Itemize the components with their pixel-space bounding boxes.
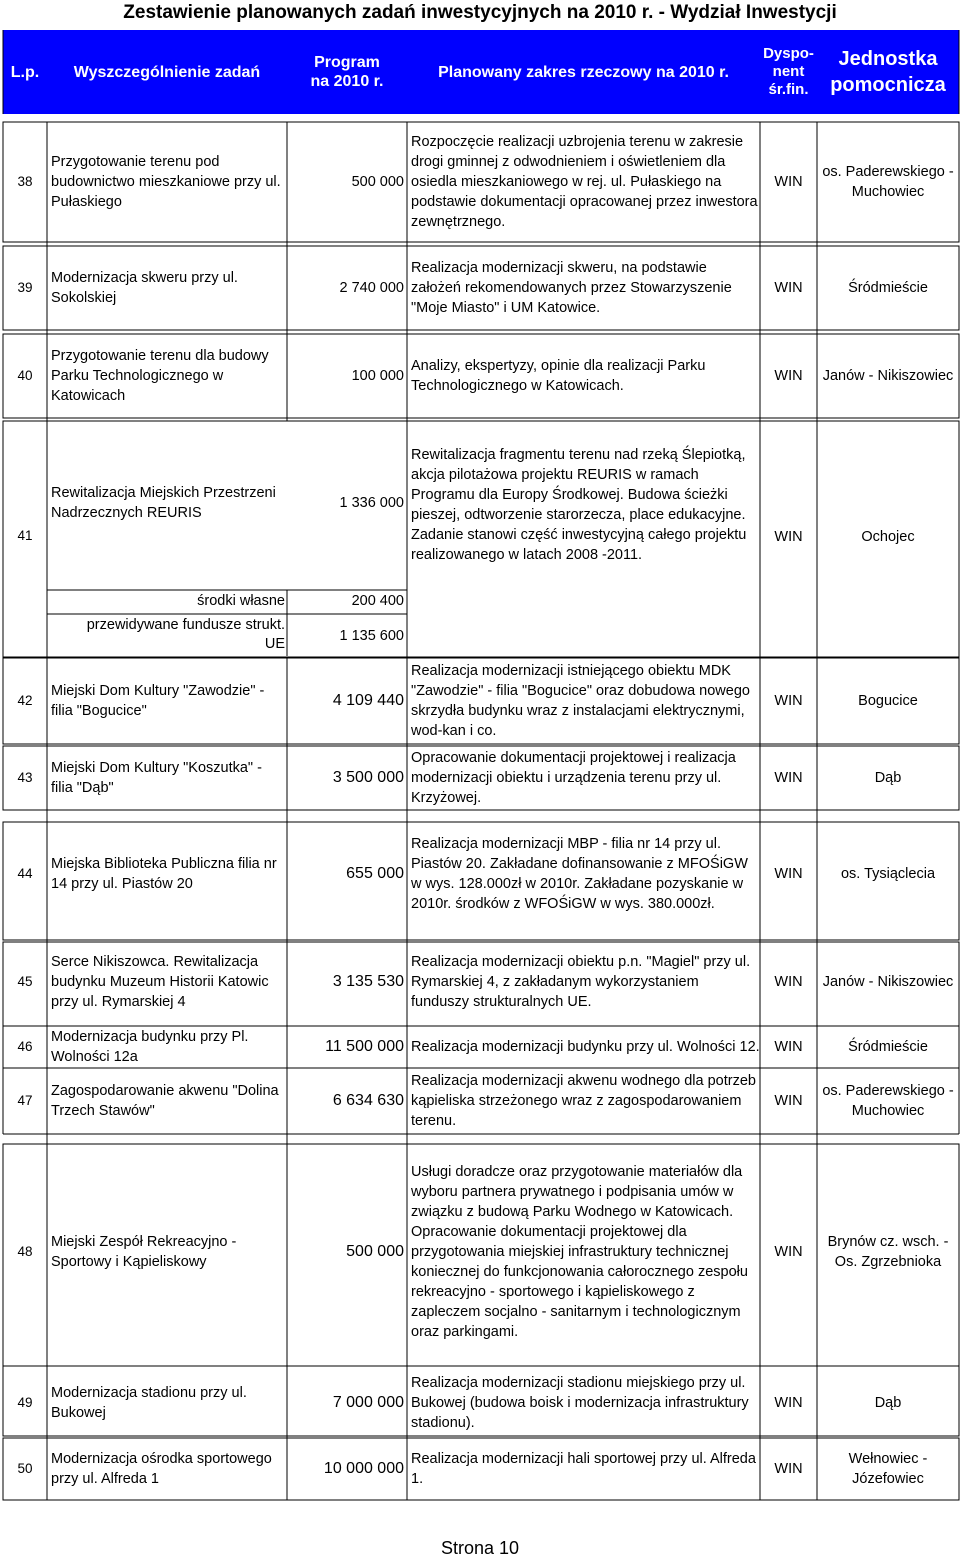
disponent: WIN bbox=[774, 866, 803, 882]
page-title: Zestawienie planowanych zadań inwestycyjnych na 2010 r. - Wydział Inwestycji bbox=[123, 2, 837, 23]
task-name: Modernizacja stadionu przy ul. Bukowej bbox=[51, 1385, 247, 1421]
auxiliary-unit: Dąb bbox=[874, 1395, 902, 1411]
header-unit bbox=[817, 30, 959, 114]
eu-funds-label-line2: UE bbox=[264, 636, 285, 652]
row-number: 49 bbox=[17, 1395, 33, 1410]
task-name: Rewitalizacja Miejskich Przestrzeni Nadrzecznych REURIS bbox=[51, 485, 276, 521]
task-name: Przygotowanie terenu dla budowy Parku Technologicznego w Katowicach bbox=[51, 348, 269, 404]
disponent: WIN bbox=[774, 770, 803, 786]
program-amount: 11 500 000 bbox=[325, 1038, 404, 1055]
header-disponent-line2: nent bbox=[772, 63, 805, 80]
header-program-line2: na 2010 r. bbox=[310, 73, 384, 90]
auxiliary-unit: Ochojec bbox=[861, 529, 915, 545]
auxiliary-unit: Dąb bbox=[874, 770, 902, 786]
task-name: Modernizacja budynku przy Pl. Wolności 12a bbox=[51, 1029, 249, 1065]
table-row bbox=[0, 246, 960, 330]
program-amount: 655 000 bbox=[346, 865, 404, 882]
scope-description: Realizacja modernizacji budynku przy ul. Wolności 12. bbox=[411, 1039, 760, 1055]
task-name: Serce Nikiszowca. Rewitalizacja budynku Muzeum Historii Katowic przy ul. Rymarskiej 4 bbox=[51, 954, 269, 1010]
row-number: 46 bbox=[17, 1039, 33, 1054]
disponent: WIN bbox=[774, 280, 803, 296]
table-row bbox=[0, 822, 960, 926]
row-number: 43 bbox=[17, 770, 33, 785]
program-amount: 3 135 530 bbox=[332, 973, 404, 990]
row-number: 48 bbox=[17, 1244, 33, 1259]
auxiliary-unit: Wełnowiec - Józefowiec bbox=[848, 1451, 928, 1487]
program-amount: 3 500 000 bbox=[332, 769, 404, 786]
disponent: WIN bbox=[774, 368, 803, 384]
disponent: WIN bbox=[774, 1461, 803, 1477]
header-scope: Planowany zakres rzeczowy na 2010 r. bbox=[438, 63, 729, 81]
table-row bbox=[0, 334, 960, 418]
disponent: WIN bbox=[774, 693, 803, 709]
table-row bbox=[0, 1026, 960, 1068]
row-number: 45 bbox=[17, 974, 33, 989]
header-unit-line1: Jednostka bbox=[838, 48, 938, 70]
task-name: Modernizacja skweru przy ul. Sokolskiej bbox=[51, 270, 238, 306]
disponent: WIN bbox=[774, 974, 803, 990]
auxiliary-unit: Bogucice bbox=[858, 693, 918, 709]
disponent: WIN bbox=[774, 1039, 803, 1055]
header-program-line1: Program bbox=[314, 54, 380, 71]
header-unit-line2: pomocnicza bbox=[830, 74, 946, 96]
disponent: WIN bbox=[774, 1093, 803, 1109]
scope-description: Realizacja modernizacji istniejącego obiektu MDK "Zawodzie" - filia "Bogucice" oraz dobudowa nowego skrzydła budynku wraz z instalacjami elektrycznymi, wod-kan i co. bbox=[411, 663, 750, 739]
auxiliary-unit: os. Paderewskiego - Muchowiec bbox=[822, 164, 954, 200]
table-row bbox=[0, 122, 960, 242]
own-funds-amount: 200 400 bbox=[351, 593, 404, 609]
row-number: 40 bbox=[17, 368, 33, 383]
eu-funds-amount: 1 135 600 bbox=[339, 628, 404, 644]
page-number: Strona 10 bbox=[440, 1538, 520, 1558]
eu-funds-label-line1: przewidywane fundusze strukt. bbox=[86, 617, 285, 633]
program-amount: 500 000 bbox=[346, 1243, 404, 1260]
own-funds-label: środki własne bbox=[197, 593, 285, 609]
scope-description: Rewitalizacja fragmentu terenu nad rzeką Ślepiotką, akcja pilotażowa projektu REURIS w ramach Programu dla Europy Środkowej. Budowa ścieżki pieszej, odtworzenie starorzecza, place edukacyjne. Zadanie stanowi część inwestycyjną całego projektu realizowanego w latach 2008 -2011. bbox=[411, 447, 747, 563]
auxiliary-unit: Brynów cz. wsch. - Os. Zgrzebnioka bbox=[827, 1234, 949, 1270]
scope-description: Realizacja modernizacji obiektu p.n. "Magiel" przy ul. Rymarskiej 4, z zakładanym wykorzystaniem funduszy strukturalnych UE. bbox=[411, 954, 751, 1010]
auxiliary-unit: Janów - Nikiszowiec bbox=[822, 368, 954, 384]
disponent: WIN bbox=[774, 529, 803, 545]
header-disponent-line3: śr.fin. bbox=[768, 81, 809, 98]
task-name: Miejska Biblioteka Publiczna filia nr 14 przy ul. Piastów 20 bbox=[51, 856, 277, 892]
task-name: Miejski Dom Kultury "Koszutka" - filia "Dąb" bbox=[51, 760, 262, 796]
scope-description: Rozpoczęcie realizacji uzbrojenia terenu w zakresie drogi gminnej z odwodnieniem i oświetleniem dla osiedla mieszkaniowego w rej. ul. Pułaskiego na podstawie dokumentacji opracowanej przez inwestora zewnętrznego. bbox=[411, 134, 758, 230]
header-lp: L.p. bbox=[10, 63, 40, 81]
row-number: 42 bbox=[17, 693, 33, 708]
table-row bbox=[0, 1150, 960, 1354]
auxiliary-unit: Śródmieście bbox=[848, 280, 928, 296]
row-number: 39 bbox=[17, 280, 33, 295]
program-amount: 100 000 bbox=[351, 368, 404, 384]
program-amount: 6 634 630 bbox=[332, 1092, 404, 1109]
scope-description: Realizacja modernizacji stadionu miejskiego przy ul. Bukowej (budowa boisk i modernizacja infrastruktury stadionu). bbox=[411, 1375, 749, 1431]
table-row bbox=[0, 746, 960, 810]
task-name: Miejski Dom Kultury "Zawodzie" - filia "Bogucice" bbox=[51, 683, 265, 719]
header-disponent-line1: Dyspo- bbox=[763, 45, 814, 62]
disponent: WIN bbox=[774, 1244, 803, 1260]
table-row bbox=[0, 950, 960, 1014]
program-amount: 7 000 000 bbox=[332, 1394, 404, 1411]
auxiliary-unit: os. Paderewskiego - Muchowiec bbox=[822, 1083, 954, 1119]
disponent: WIN bbox=[774, 1395, 803, 1411]
program-amount: 2 740 000 bbox=[339, 280, 404, 296]
row-number: 41 bbox=[17, 528, 33, 543]
header-disponent bbox=[760, 30, 817, 114]
scope-description: Realizacja modernizacji hali sportowej przy ul. Alfreda 1. bbox=[411, 1451, 756, 1487]
auxiliary-unit: Śródmieście bbox=[848, 1039, 928, 1055]
row-number: 47 bbox=[17, 1093, 33, 1108]
scope-description: Opracowanie dokumentacji projektowej i realizacja modernizacji obiektu i urządzenia terenu przy ul. Krzyżowej. bbox=[411, 750, 736, 806]
task-name: Modernizacja ośrodka sportowego przy ul. Alfreda 1 bbox=[51, 1451, 272, 1487]
program-amount: 10 000 000 bbox=[323, 1460, 404, 1477]
auxiliary-unit: Janów - Nikiszowiec bbox=[822, 974, 954, 990]
row-number: 44 bbox=[17, 866, 33, 881]
table-row bbox=[0, 1440, 960, 1498]
table-header bbox=[3, 30, 959, 114]
scope-description: Analizy, ekspertyzy, opinie dla realizacji Parku Technologicznego w Katowicach. bbox=[411, 358, 706, 394]
eu-funds-label bbox=[51, 616, 285, 654]
task-name: Przygotowanie terenu pod budownictwo mieszkaniowe przy ul. Pułaskiego bbox=[51, 154, 281, 210]
table-row bbox=[0, 421, 960, 656]
header-program bbox=[287, 30, 407, 114]
scope-description: Realizacja modernizacji MBP - filia nr 14 przy ul. Piastów 20. Zakładane dofinansowanie z MFOŚiGW w wys. 128.000zł w 2010r. Zakładane pozyskanie w 2010r. środków z WFOŚiGW w wys. 380.000zł. bbox=[411, 836, 748, 912]
auxiliary-unit: os. Tysiąclecia bbox=[840, 866, 936, 882]
scope-description: Realizacja modernizacji skweru, na podstawie założeń rekomendowanych przez Stowarzyszenie "Moje Miasto" i UM Katowice. bbox=[411, 260, 732, 316]
scope-description: Usługi doradcze oraz przygotowanie materiałów dla wyboru partnera prywatnego i podpisania umów w związku z budową Parku Wodnego w Katowicach. Opracowanie dokumentacji projektowej dla przygotowania miejskiej infrastruktury technicznej koniecznej do funkcjonowania całorocznego zespołu rekreacyjno - sportowego i kąpieliskowego z zapleczem socjalno - sanitarnym i technologicznym oraz parkingami. bbox=[411, 1164, 748, 1340]
task-name: Miejski Zespół Rekreacyjno - Sportowy i Kąpieliskowy bbox=[51, 1234, 237, 1270]
task-name: Zagospodarowanie akwenu "Dolina Trzech Stawów" bbox=[51, 1083, 279, 1119]
table-row bbox=[0, 1070, 960, 1132]
program-amount: 500 000 bbox=[351, 174, 404, 190]
program-amount: 1 336 000 bbox=[339, 495, 404, 511]
disponent: WIN bbox=[774, 174, 803, 190]
program-amount: 4 109 440 bbox=[332, 692, 404, 709]
row-number: 50 bbox=[17, 1461, 33, 1476]
row-number: 38 bbox=[17, 174, 33, 189]
table-row bbox=[0, 658, 960, 744]
scope-description: Realizacja modernizacji akwenu wodnego dla potrzeb kąpieliska strzeżonego wraz z zagospodarowaniem terenu. bbox=[411, 1073, 756, 1129]
header-name: Wyszczególnienie zadań bbox=[73, 63, 261, 81]
table-row bbox=[0, 1372, 960, 1434]
